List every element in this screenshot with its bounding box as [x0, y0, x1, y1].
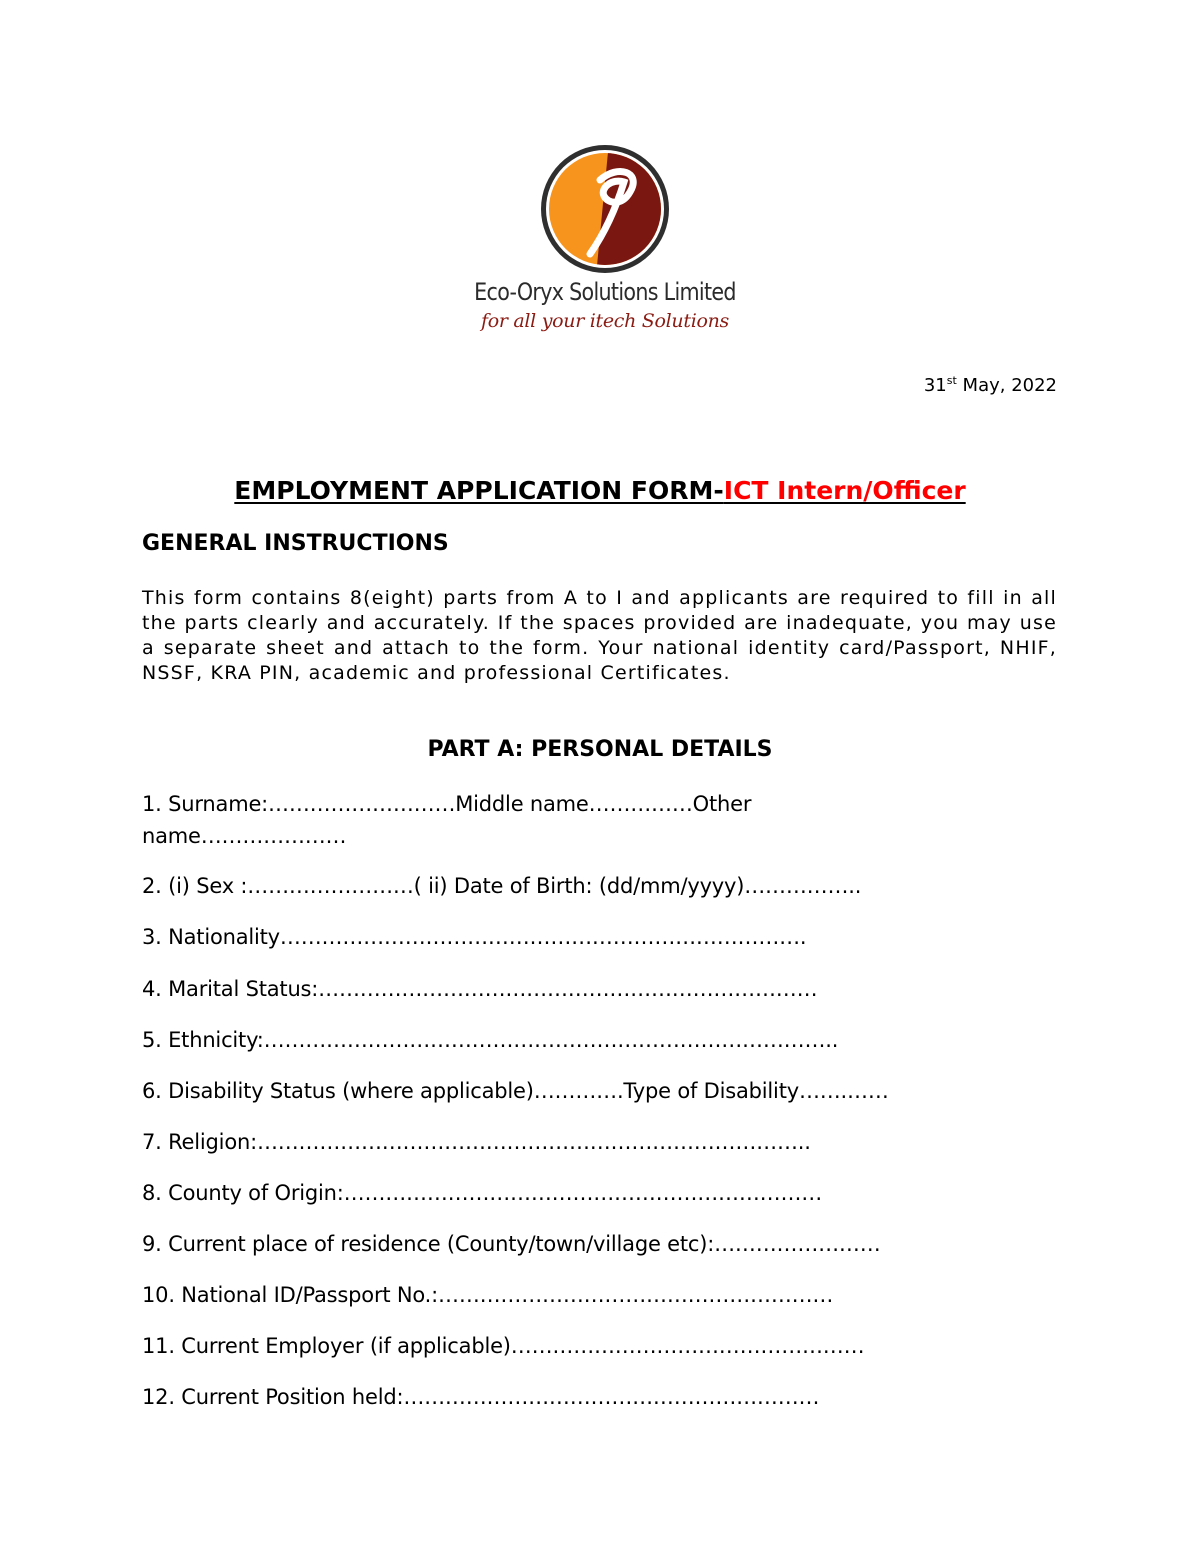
date-rest: May, 2022	[956, 375, 1057, 396]
general-instructions-heading: GENERAL INSTRUCTIONS	[142, 531, 449, 556]
date-suffix: st	[946, 374, 957, 387]
form-title	[0, 476, 1200, 505]
part-a-heading: PART A: PERSONAL DETAILS	[427, 737, 773, 762]
field-marital-status: 4. Marital Status:………………………………………………………………	[142, 977, 818, 1001]
field-religion: 7. Religion:……………………………………………………………………..	[142, 1130, 811, 1154]
general-instructions-text: This form contains 8(eight) parts from A to I and applicants are required to fill in all the parts clearly and accurately. If the spaces provided are inadequate, you may use a separate sheet and attach to the form. Your national identity card/Passport, NHIF, NSSF, KRA PIN, academic and professional Certificates.	[142, 587, 1057, 684]
field-county-origin: 8. County of Origin:……………………………………………………………	[142, 1181, 823, 1205]
company-tagline: for all your itech Solutions	[480, 310, 730, 332]
field-sex-dob: 2. (i) Sex :……………………( ii) Date of Birth: (dd/mm/yyyy)……………..	[142, 874, 862, 898]
field-names: 1. Surname:………………………Middle name……………Other name…………………	[142, 792, 752, 848]
field-ethnicity: 5. Ethnicity:………………………………………………………………………..	[142, 1028, 839, 1052]
field-current-position: 12. Current Position held:……………………………………………………	[142, 1385, 820, 1409]
field-disability: 6. Disability Status (where applicable)………….Type of Disability…….……	[142, 1079, 889, 1103]
date-day: 31	[923, 375, 947, 396]
company-logo	[440, 140, 770, 355]
document-date	[924, 374, 1057, 396]
logo-emblem-icon	[538, 142, 672, 276]
field-current-employer: 11. Current Employer (if applicable)……………………………………………	[142, 1334, 865, 1358]
field-national-id: 10. National ID/Passport No.:…………………………………………………	[142, 1283, 834, 1307]
company-name: Eco-Oryx Solutions Limited	[474, 278, 736, 306]
form-title-main: EMPLOYMENT APPLICATION FORM-	[234, 476, 724, 505]
form-title-position: ICT Intern/Officer	[723, 476, 966, 505]
field-residence: 9. Current place of residence (County/town/village etc):……………………	[142, 1232, 881, 1256]
field-nationality: 3. Nationality………………………………………………………………….	[142, 925, 807, 949]
